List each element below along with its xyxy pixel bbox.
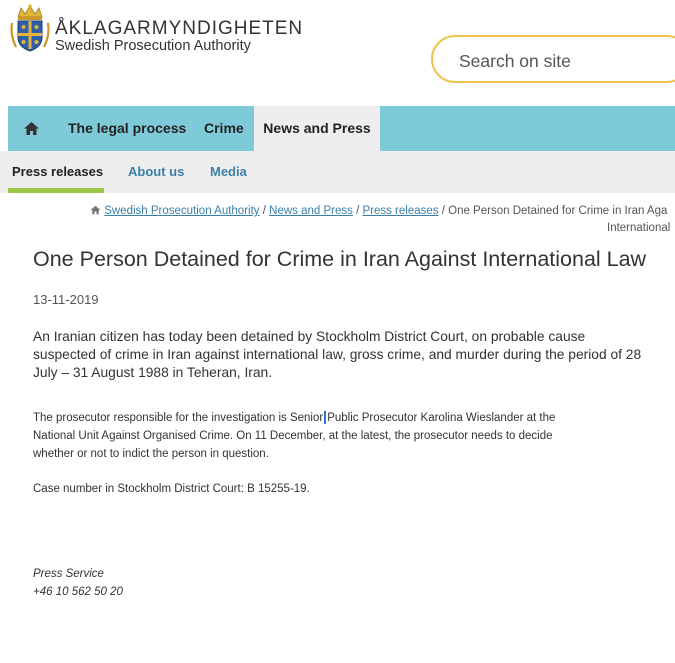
sub-nav: [0, 151, 675, 193]
contact-label: Press Service: [33, 568, 104, 580]
article-paragraph-text: The prosecutor responsible for the investigation is Senior: [33, 412, 324, 424]
article-title: One Person Detained for Crime in Iran Against International Law: [33, 247, 647, 271]
breadcrumb-link-press-releases[interactable]: Press releases: [362, 205, 439, 217]
crown-crest-icon[interactable]: [8, 3, 52, 55]
article-lead: An Iranian citizen has today been detained by Stockholm District Court, on probable cause suspected of crime in Iran against international law, gross crime, and murder during the period of 28 July – 31 August 1988 in Teheran, Iran.: [33, 329, 642, 380]
site-header: [0, 0, 675, 106]
subnav-item-media[interactable]: Media: [210, 164, 247, 179]
brand-name[interactable]: ÅKLAGARMYNDIGHETEN: [55, 18, 304, 39]
brand-subtitle[interactable]: Swedish Prosecution Authority: [55, 38, 251, 54]
article-paragraph: [33, 409, 593, 463]
breadcrumb: [90, 203, 675, 220]
breadcrumb-separator: /: [262, 205, 270, 217]
breadcrumb-current-continued: International: [607, 222, 671, 234]
case-number-paragraph: Case number in Stockholm District Court: B 15255-19.: [33, 483, 310, 495]
breadcrumb-separator: /: [356, 205, 363, 217]
nav-item-legal-process[interactable]: The legal process: [68, 120, 187, 136]
nav-home[interactable]: [8, 106, 54, 151]
subnav-item-press-releases[interactable]: Press releases: [12, 164, 104, 179]
breadcrumb-link-home[interactable]: Swedish Prosecution Authority: [104, 205, 260, 217]
nav-item-crime[interactable]: Crime: [204, 120, 244, 136]
subnav-item-about-us[interactable]: About us: [128, 164, 185, 179]
home-icon: [23, 121, 40, 136]
article-paragraph-text: Public Prosecutor Karolina Wieslander at the National Unit Against Organised Crime. On 11 December, at the latest, the prosecutor needs to decide whether or not to indict the person in question.: [33, 412, 556, 460]
text-cursor: [324, 411, 326, 424]
breadcrumb-current: One Person Detained for Crime in Iran Aga: [448, 205, 668, 217]
home-icon[interactable]: [90, 205, 101, 215]
search-input[interactable]: [457, 48, 661, 74]
breadcrumb-separator: /: [441, 205, 449, 217]
nav-item-news-and-press[interactable]: News and Press: [254, 106, 380, 151]
breadcrumb-link-news-and-press[interactable]: News and Press: [269, 205, 353, 217]
article-date: 13-11-2019: [33, 292, 99, 307]
main-nav: [8, 106, 675, 151]
contact-phone[interactable]: +46 10 562 50 20: [33, 586, 123, 598]
search-box[interactable]: [431, 35, 675, 83]
